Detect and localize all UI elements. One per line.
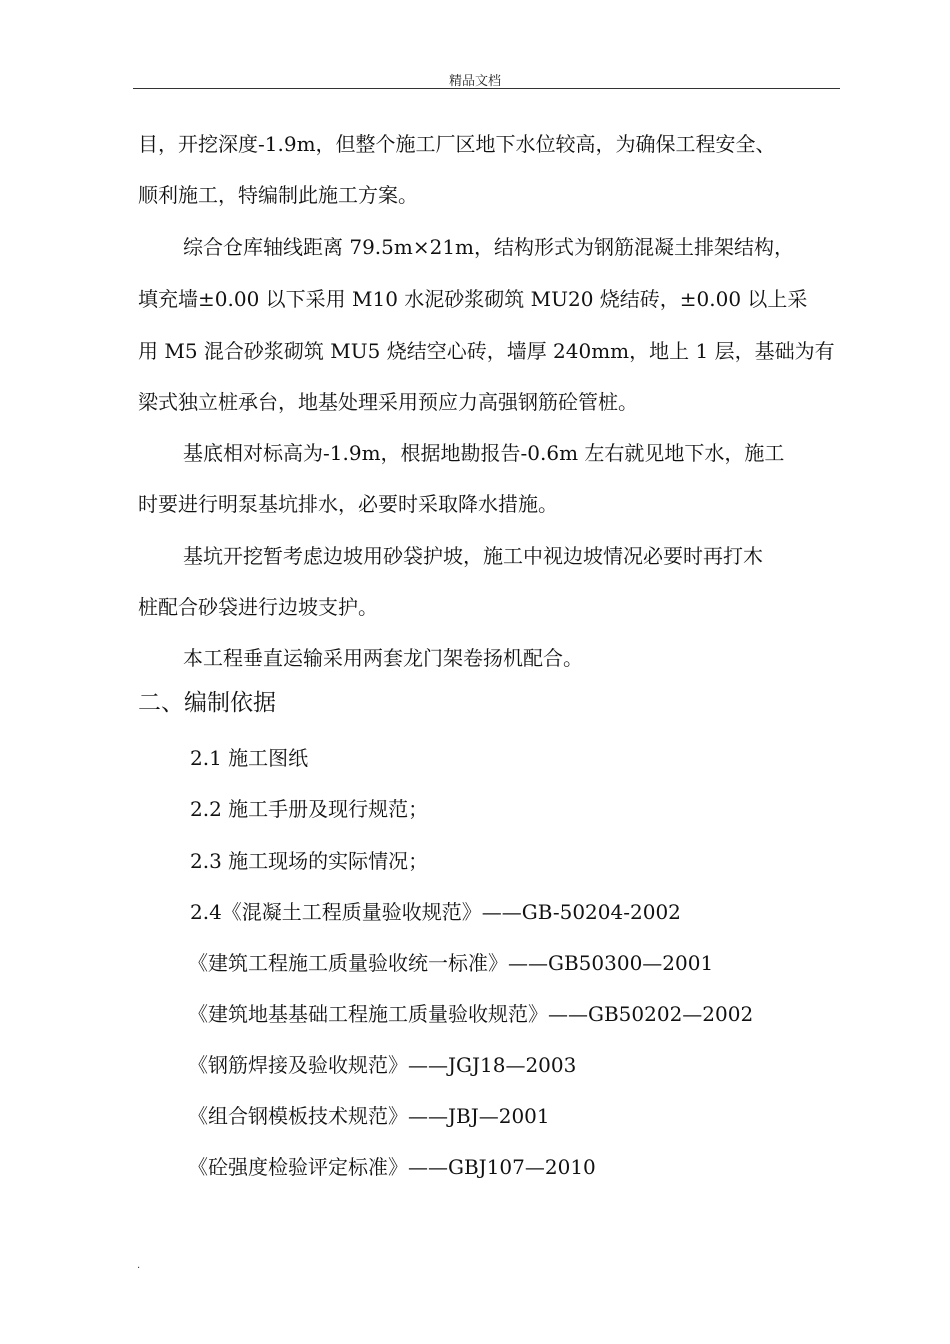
body-line: 基坑开挖暂考虑边坡用砂袋护坡，施工中视边坡情况必要时再打木 bbox=[183, 544, 763, 568]
reference-item: 2.2 施工手册及现行规范； bbox=[190, 797, 429, 821]
reference-item: 2.3 施工现场的实际情况； bbox=[190, 849, 429, 873]
body-line: 基底相对标高为-1.9m，根据地勘报告-0.6m 左右就见地下水，施工 bbox=[183, 441, 785, 465]
reference-item: 《建筑地基基础工程施工质量验收规范》——GB50202—2002 bbox=[188, 1002, 754, 1026]
body-line: 目，开挖深度-1.9m，但整个施工厂区地下水位较高，为确保工程安全、 bbox=[138, 132, 776, 156]
body-line: 综合仓库轴线距离 79.5m×21m，结构形式为钢筋混凝土排架结构， bbox=[183, 235, 795, 259]
reference-item: 《钢筋焊接及验收规范》——JGJ18—2003 bbox=[188, 1053, 577, 1077]
reference-item: 《砼强度检验评定标准》——GBJ107—2010 bbox=[188, 1155, 596, 1179]
body-line: 顺利施工，特编制此施工方案。 bbox=[138, 183, 418, 207]
reference-item: 2.4《混凝土工程质量验收规范》——GB-50204-2002 bbox=[190, 900, 681, 924]
body-line: 本工程垂直运输采用两套龙门架卷扬机配合。 bbox=[183, 646, 583, 670]
body-line: 用 M5 混合砂浆砌筑 MU5 烧结空心砖，墙厚 240mm，地上 1 层，基础为有 bbox=[138, 339, 835, 363]
header-divider bbox=[133, 88, 840, 89]
reference-item: 《建筑工程施工质量验收统一标准》——GB50300—2001 bbox=[188, 951, 714, 975]
footer-mark: . bbox=[137, 1260, 141, 1271]
page-header: 精品文档 bbox=[448, 74, 501, 89]
section-heading: 二、编制依据 bbox=[138, 690, 276, 716]
reference-item: 2.1 施工图纸 bbox=[190, 746, 309, 770]
reference-item: 《组合钢模板技术规范》——JBJ—2001 bbox=[188, 1104, 550, 1128]
body-line: 桩配合砂袋进行边坡支护。 bbox=[138, 595, 378, 619]
body-line: 填充墙±0.00 以下采用 M10 水泥砂浆砌筑 MU20 烧结砖，±0.00 以上采 bbox=[138, 287, 808, 311]
body-line: 时要进行明泵基坑排水，必要时采取降水措施。 bbox=[138, 492, 558, 516]
body-line: 梁式独立桩承台，地基处理采用预应力高强钢筋砼管桩。 bbox=[138, 390, 638, 414]
